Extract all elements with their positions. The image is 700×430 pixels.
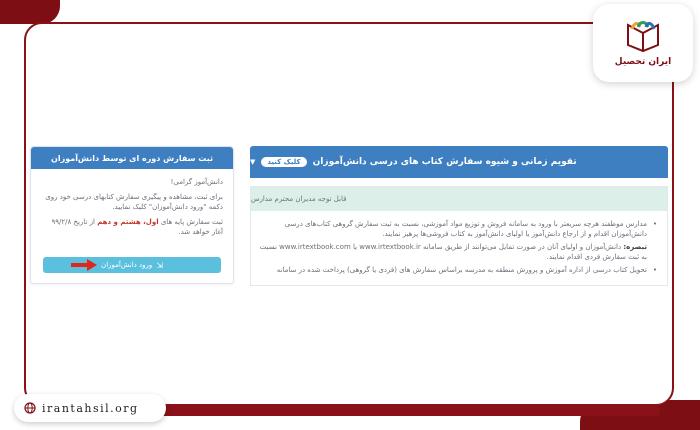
schedule-panel-header[interactable] [250,146,668,178]
frame-corner-decoration [0,0,60,24]
intro-text: برای ثبت، مشاهده و پیگیری سفارش کتابهای درسی خود روی دکمه "ورود دانش‌آموزان" کلیک نمایید. [45,193,223,211]
book-logo-icon [620,19,666,53]
student-order-card [30,146,234,284]
note-label: تبصره: [623,243,647,251]
period-suffix: از تاریخ ۹۹/۲/۸ آغاز خواهد شد. [51,218,223,236]
student-order-card-header: ثبت سفارش دوره ای توسط دانش‌آموزان [31,147,233,169]
notice-alert-text: قابل توجه مدیران محترم مدارس [251,195,347,203]
login-icon: ⇲ [156,260,163,270]
list-item: • مدارس موظفند هرچه سریعتر با ورود به سامانه فروش و توزیع مواد آموزشی، نسبت به ثبت سفارش گروهی کتاب‌های درسی دانش‌آموزان اقدام و از ارجاع دانش‌آموز یا اولیای دانش‌آموز به کتاب فروشی‌ها پرهیز نمایند. [259,219,659,239]
list-item: • تحویل کتاب درسی از اداره آموزش و پرورش منطقه به مدرسه براساس سفارش های (فردی یا گروهی) پرداخت شده در سامانه [259,265,659,275]
red-arrow-icon [71,259,97,271]
notice-list [259,219,659,278]
student-login-button[interactable] [43,257,221,273]
student-login-label: ورود دانش‌آموزان [101,261,153,269]
brand-logo[interactable] [593,4,693,82]
period-grades: اول، هشتم و دهم [97,218,159,226]
site-url-badge[interactable] [14,394,166,422]
period-prefix: ثبت سفارش پایه های [160,218,223,226]
globe-icon [24,402,36,414]
schedule-panel-title: تقویم زمانی و شیوه سفارش کتاب های درسی دانش‌آموزان [312,157,577,167]
notice-alert [251,187,667,211]
brand-logo-text: ایران تحصیل [614,57,672,67]
click-here-badge[interactable]: کلیک کنید [261,157,306,167]
caret-down-icon[interactable]: ▼ [250,158,256,166]
student-order-card-body [31,169,233,237]
site-url-text: irantahsil.org [42,401,139,415]
period-text [41,217,223,237]
note-paragraph [259,242,659,262]
greeting-text: دانش‌آموز گرامی! [170,178,223,186]
frame-bottom-band [120,406,660,416]
note-text: دانش‌آموزان و اولیای آنان در صورت تمایل می‌توانند از طریق سامانه www.irtextbook.ir یا www.irtextbook.com نسبت به ثبت سفارش فردی اقدام نمایند. [259,243,647,261]
schedule-panel-body [250,186,668,286]
